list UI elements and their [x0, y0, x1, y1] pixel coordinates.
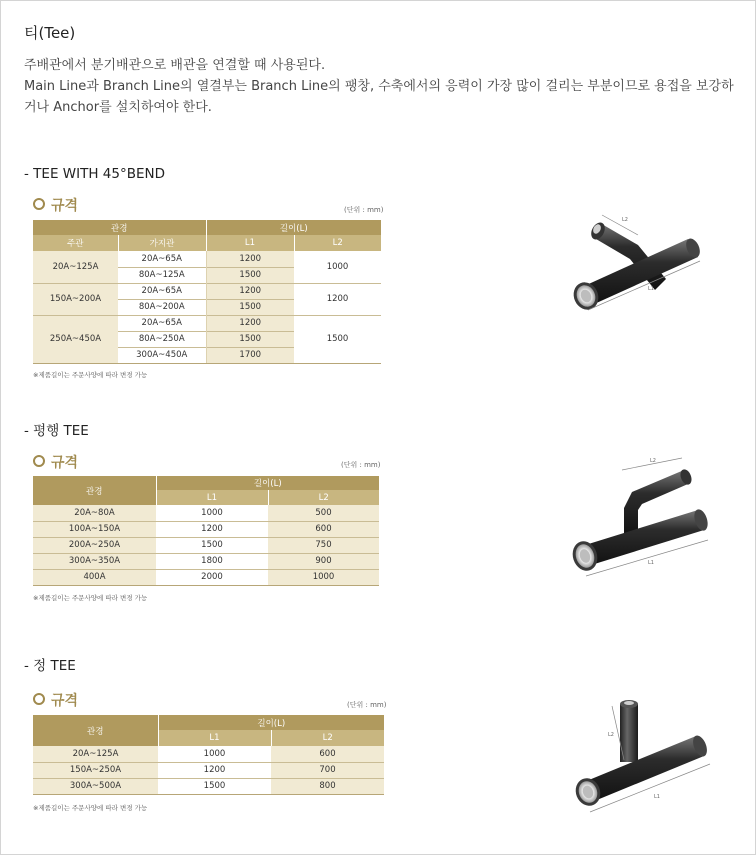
- unit-label: (단위 : mm): [347, 701, 387, 709]
- l1-cell: 1800: [156, 553, 268, 569]
- tee-45-bend-illustration: [560, 195, 720, 325]
- page-title: 티(Tee): [24, 24, 76, 42]
- section-heading-tee-45-bend: - TEE WITH 45°BEND: [24, 166, 165, 182]
- header-length: 길이(L): [206, 220, 381, 235]
- spec-label: [33, 690, 78, 710]
- l1-cell: 1700: [206, 347, 294, 363]
- l1-cell: 1500: [156, 537, 268, 553]
- header-main-pipe: 주관: [33, 235, 118, 251]
- branch-size-cell: 80A~200A: [118, 299, 206, 315]
- spec-label: [33, 452, 78, 472]
- spec-label: [33, 195, 78, 215]
- l1-cell: 2000: [156, 569, 268, 585]
- table-row: [33, 505, 379, 521]
- header-length: 길이(L): [156, 476, 379, 490]
- table-row: [33, 537, 379, 553]
- size-cell: 300A~350A: [33, 553, 156, 569]
- l1-cell: 1200: [156, 521, 268, 537]
- unit-label: (단위 : mm): [344, 206, 384, 214]
- table-note: ※제품길이는 주문사양에 따라 변경 가능: [33, 804, 148, 812]
- l1-cell: 1200: [206, 315, 294, 331]
- spec-label-text: 규격: [51, 693, 79, 709]
- dim-label-l2: L2: [622, 217, 628, 223]
- spec-table-straight-tee: [33, 715, 384, 795]
- l2-cell: 700: [271, 762, 384, 778]
- l2-cell: 1000: [294, 251, 381, 283]
- section-heading-straight-tee: - 정 TEE: [24, 658, 76, 674]
- table-row: [33, 553, 379, 569]
- spec-table-parallel-tee: [33, 476, 379, 586]
- intro-text: [24, 55, 734, 118]
- header-length: 길이(L): [158, 715, 384, 730]
- l2-cell: 1200: [294, 283, 381, 315]
- size-cell: 150A~250A: [33, 762, 158, 778]
- main-size-cell: 150A~200A: [33, 283, 118, 315]
- l2-cell: 600: [271, 746, 384, 762]
- header-l2: L2: [271, 730, 384, 746]
- l2-cell: 500: [268, 505, 379, 521]
- l1-cell: 1000: [156, 505, 268, 521]
- branch-size-cell: 20A~65A: [118, 315, 206, 331]
- table-note: ※제품길이는 주문사양에 따라 변경 가능: [33, 594, 148, 602]
- size-cell: 400A: [33, 569, 156, 585]
- spec-label-text: 규격: [51, 198, 79, 214]
- l2-cell: 600: [268, 521, 379, 537]
- table-row: [33, 778, 384, 794]
- dim-label-l2: L2: [650, 458, 656, 464]
- table-row: [33, 521, 379, 537]
- main-pipe-shape: [572, 734, 710, 810]
- l1-cell: 1500: [206, 267, 294, 283]
- branch-size-cell: 80A~250A: [118, 331, 206, 347]
- dim-label-l2: L2: [608, 732, 614, 738]
- ring-bullet-icon: [33, 455, 45, 467]
- table-row: [33, 251, 381, 267]
- header-pipe-size: 관경: [33, 476, 156, 505]
- header-pipe-size: 관경: [33, 220, 206, 235]
- header-l2: L2: [268, 490, 379, 505]
- header-l1: L1: [206, 235, 294, 251]
- dim-label-l1: L1: [648, 286, 654, 292]
- header-l2: L2: [294, 235, 381, 251]
- size-cell: 100A~150A: [33, 521, 156, 537]
- table-row: [33, 283, 381, 299]
- ring-bullet-icon: [33, 693, 45, 705]
- size-cell: 20A~125A: [33, 746, 158, 762]
- main-pipe-shape: [569, 508, 710, 574]
- header-pipe-size: 관경: [33, 715, 158, 746]
- l1-cell: 1500: [158, 778, 271, 794]
- size-cell: 20A~80A: [33, 505, 156, 521]
- l2-cell: 800: [271, 778, 384, 794]
- dim-label-l1: L1: [654, 794, 660, 800]
- parallel-tee-illustration: [562, 448, 722, 588]
- branch-size-cell: 20A~65A: [118, 251, 206, 267]
- main-size-cell: 20A~125A: [33, 251, 118, 283]
- table-row: [33, 746, 384, 762]
- table-row: [33, 762, 384, 778]
- spec-table-tee-45-bend: [33, 220, 381, 364]
- table-row: [33, 315, 381, 331]
- size-cell: 200A~250A: [33, 537, 156, 553]
- l1-cell: 1200: [158, 762, 271, 778]
- header-l1: L1: [156, 490, 268, 505]
- l2-cell: 900: [268, 553, 379, 569]
- intro-line-1: 주배관에서 분기배관으로 배관을 연결할 때 사용된다.: [24, 58, 326, 73]
- unit-label: (단위 : mm): [341, 461, 381, 469]
- l1-cell: 1000: [158, 746, 271, 762]
- table-row: [33, 569, 379, 585]
- branch-size-cell: 300A~450A: [118, 347, 206, 363]
- spec-label-text: 규격: [51, 455, 79, 471]
- l1-cell: 1200: [206, 251, 294, 267]
- branch-size-cell: 20A~65A: [118, 283, 206, 299]
- header-branch-pipe: 가지관: [118, 235, 206, 251]
- l1-cell: 1500: [206, 331, 294, 347]
- l1-cell: 1500: [206, 299, 294, 315]
- ring-bullet-icon: [33, 198, 45, 210]
- dim-label-l1: L1: [648, 560, 654, 566]
- l2-cell: 1000: [268, 569, 379, 585]
- table-note: ※제품길이는 주문사양에 따라 변경 가능: [33, 371, 148, 379]
- branch-size-cell: 80A~125A: [118, 267, 206, 283]
- straight-tee-illustration: [570, 690, 720, 830]
- l2-cell: 1500: [294, 315, 381, 363]
- l1-cell: 1200: [206, 283, 294, 299]
- l2-cell: 750: [268, 537, 379, 553]
- main-size-cell: 250A~450A: [33, 315, 118, 363]
- intro-line-2: Main Line과 Branch Line의 열결부는 Branch Line의 팽창, 수축에서의 응력이 가장 많이 걸리는 부분이므로 용접을 보강하거나 Anchor를 설치하여야 한다.: [24, 79, 734, 115]
- header-l1: L1: [158, 730, 271, 746]
- section-heading-parallel-tee: - 평행 TEE: [24, 423, 89, 439]
- size-cell: 300A~500A: [33, 778, 158, 794]
